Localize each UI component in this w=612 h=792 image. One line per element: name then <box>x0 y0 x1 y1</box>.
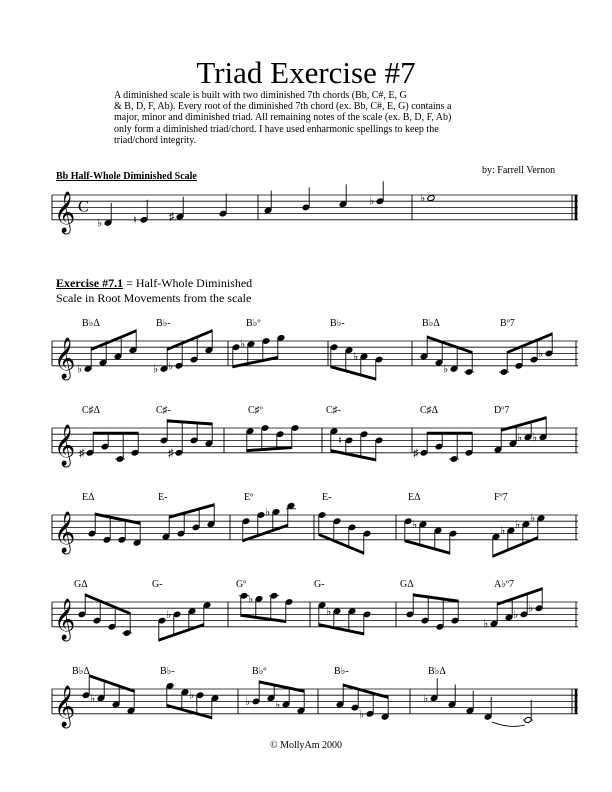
chord-symbol: EΔ <box>82 492 95 503</box>
beam <box>159 623 204 642</box>
flat-icon: ♭ <box>77 363 83 376</box>
natural-icon: ♮ <box>133 214 137 227</box>
flat-icon: ♭ <box>248 593 254 606</box>
chord-symbol: B♭- <box>160 666 175 677</box>
beam <box>85 593 130 615</box>
chord-symbol: B♭- <box>156 318 171 329</box>
tie <box>492 722 525 726</box>
chord-symbol: B♭Δ <box>428 666 446 677</box>
treble-clef-icon: 𝄞 <box>54 685 76 726</box>
chord-symbol: C♯- <box>326 405 341 416</box>
flat-icon: ♭ <box>275 699 281 711</box>
flat-icon: ♭ <box>326 605 332 618</box>
chord-symbol: EΔ <box>408 492 421 503</box>
note-head <box>427 195 435 202</box>
beam <box>343 684 388 699</box>
flat-icon: ♭ <box>153 363 159 376</box>
flat-icon: ♭ <box>517 431 523 444</box>
chord-symbol: B♭º <box>246 318 261 329</box>
chord-symbol: GΔ <box>74 579 88 590</box>
intro-line: major, minor and diminished triad. All remaining notes of the scale (ex. B, D, F, Ab) <box>114 112 452 124</box>
exercise-description-line2: Scale in Root Movements from the scale <box>56 291 252 305</box>
flat-icon: ♭ <box>359 708 365 721</box>
intro-line: triad/chord integrity. <box>114 134 197 146</box>
flat-icon: ♭ <box>245 695 251 708</box>
chord-symbol: C♯Δ <box>82 405 101 416</box>
intro-line: & B, D, F, Ab). Every root of the diminished 7th chord (ex. Bb, C#, E, G) contains a <box>114 101 452 113</box>
sharp-icon: ♯ <box>168 447 174 460</box>
chord-symbol: C♯- <box>156 405 171 416</box>
flat-icon: ♭ <box>532 431 538 444</box>
beam <box>507 332 552 354</box>
beam <box>427 432 472 435</box>
beam <box>405 539 450 554</box>
flat-icon: ♭ <box>423 692 429 705</box>
beam <box>331 365 376 380</box>
flat-icon: ♭ <box>530 512 536 525</box>
scale-heading: Bb Half-Whole Diminished Scale <box>56 171 197 182</box>
beam <box>413 593 458 602</box>
exercise-description: = Half-Whole Diminished <box>123 276 253 290</box>
beam <box>241 614 286 623</box>
beam <box>167 419 212 425</box>
beam <box>91 329 136 351</box>
chord-symbol: A♭º7 <box>494 579 515 590</box>
beam <box>331 449 376 461</box>
flat-icon: ♭ <box>528 602 534 615</box>
chord-symbol: B♭Δ <box>422 318 440 329</box>
intro-line: A diminished scale is built with two diminished 7th chords (Bb, C#, E, G <box>114 90 407 101</box>
chord-symbol: GΔ <box>400 579 414 590</box>
sharp-icon: ♯ <box>169 211 175 224</box>
chord-symbol: E- <box>322 492 332 503</box>
exercise-number: Exercise #7.1 <box>56 276 124 290</box>
chord-symbol: G- <box>314 579 325 590</box>
flat-icon: ♭ <box>166 608 172 621</box>
chord-symbol: C♯º <box>248 405 263 416</box>
chord-symbol: B♭º <box>252 666 267 677</box>
chord-symbol: Fº7 <box>494 492 508 503</box>
treble-clef-icon: 𝄞 <box>54 424 76 465</box>
chord-symbol: B♭- <box>334 666 349 677</box>
beam <box>319 533 364 555</box>
flat-icon: ♭ <box>189 689 195 702</box>
flat-icon: ♭ <box>515 518 521 531</box>
flat-icon: ♭ <box>412 518 418 531</box>
sharp-icon: ♯ <box>79 447 85 460</box>
chord-symbol: Dº7 <box>494 405 510 416</box>
chord-symbol: Eº <box>244 492 254 503</box>
flat-icon: ♭ <box>168 360 174 373</box>
sharp-icon: ♯ <box>413 447 419 460</box>
flat-icon: ♭ <box>420 192 426 205</box>
treble-clef-icon: 𝄞 <box>54 337 76 378</box>
chord-symbol: E- <box>158 492 168 503</box>
beam <box>167 704 212 719</box>
flat-icon: ♭ <box>240 338 246 351</box>
natural-icon: ♮ <box>338 434 342 447</box>
beam <box>501 416 546 431</box>
flat-icon: ♭ <box>90 692 96 705</box>
chord-symbol: B♭Δ <box>72 666 90 677</box>
flat-icon: ♭ <box>513 608 519 621</box>
beam <box>233 356 278 368</box>
beam <box>93 432 138 435</box>
chord-symbol: B♭Δ <box>82 318 100 329</box>
flat-icon: ♭ <box>443 363 449 376</box>
chord-symbol: Bº7 <box>500 318 515 329</box>
beam <box>169 503 214 518</box>
flat-icon: ♭ <box>265 506 271 519</box>
beam <box>167 329 212 351</box>
beam <box>427 336 472 355</box>
flat-icon: ♭ <box>483 618 489 631</box>
flat-icon: ♭ <box>97 217 103 230</box>
author-byline: by: Farrell Vernon <box>482 165 556 176</box>
treble-clef-icon: 𝄞 <box>54 511 76 552</box>
page-title: Triad Exercise #7 <box>196 55 416 90</box>
flat-icon: ♭ <box>538 347 544 360</box>
chord-symbol: Gº <box>236 579 247 590</box>
copyright-notice: © MollyAm 2000 <box>269 740 343 751</box>
intro-line: only form a diminished triad/chord. I have used enharmonic spellings to keep the <box>114 123 439 135</box>
common-time-icon: C <box>78 198 89 216</box>
flat-icon: ♭ <box>369 195 375 208</box>
chord-symbol: B♭- <box>330 318 345 329</box>
beam <box>89 674 134 693</box>
treble-clef-icon: 𝄞 <box>54 598 76 639</box>
beam <box>259 680 304 692</box>
chord-symbol: C♯Δ <box>420 405 439 416</box>
treble-clef-icon: 𝄞 <box>54 191 76 232</box>
beam <box>493 536 538 558</box>
chord-symbol: G- <box>152 579 163 590</box>
beam <box>95 513 140 525</box>
beam <box>319 623 364 635</box>
flat-icon: ♭ <box>353 351 359 363</box>
flat-icon: ♭ <box>500 525 506 537</box>
